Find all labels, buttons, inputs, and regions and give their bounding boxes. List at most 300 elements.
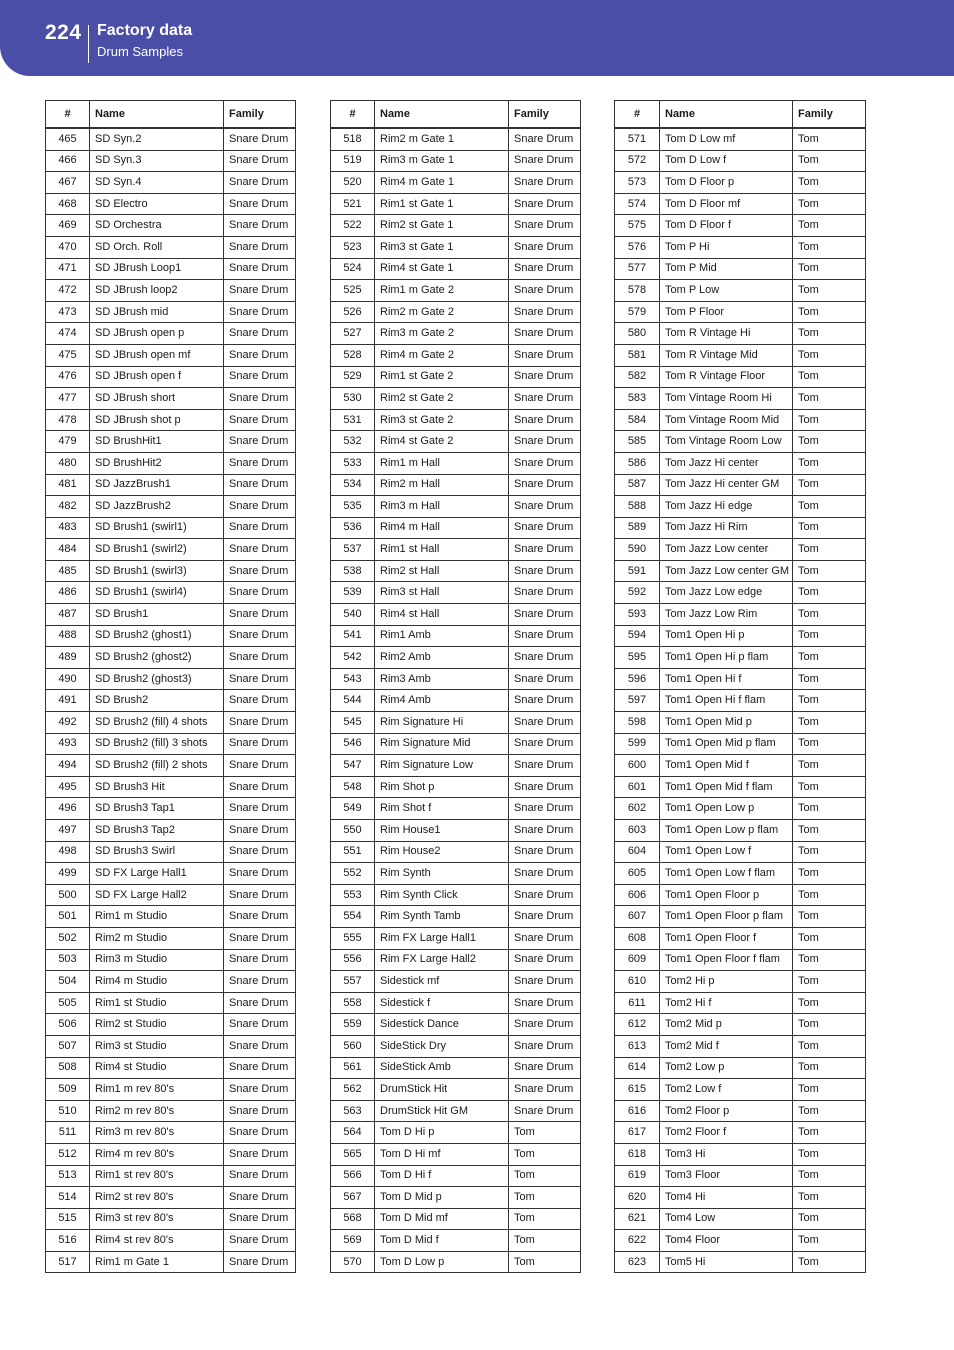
table-row — [331, 193, 581, 215]
table-row — [46, 863, 296, 885]
cell-family: Tom — [793, 992, 866, 1014]
column-header-number: # — [615, 101, 660, 129]
cell-family: Tom — [793, 1079, 866, 1101]
cell-number: 592 — [615, 582, 660, 604]
cell-family: Snare Drum — [509, 431, 581, 453]
cell-name: Tom Jazz Low center — [660, 539, 793, 561]
cell-number: 465 — [46, 128, 90, 150]
cell-number: 528 — [331, 344, 375, 366]
table-row — [615, 1230, 866, 1252]
table-row — [331, 236, 581, 258]
cell-family: Snare Drum — [224, 236, 296, 258]
cell-number: 537 — [331, 539, 375, 561]
cell-name: Rim2 st Gate 1 — [375, 215, 509, 237]
cell-name: SD Syn.4 — [90, 172, 224, 194]
table-row — [46, 452, 296, 474]
cell-family: Snare Drum — [509, 992, 581, 1014]
cell-name: Tom Jazz Low Rim — [660, 604, 793, 626]
cell-name: SD JazzBrush2 — [90, 496, 224, 518]
cell-name: Rim2 Amb — [375, 647, 509, 669]
table-row — [46, 172, 296, 194]
table-row — [46, 949, 296, 971]
cell-family: Snare Drum — [224, 906, 296, 928]
cell-number: 518 — [331, 128, 375, 150]
table-row — [615, 1208, 866, 1230]
cell-number: 493 — [46, 733, 90, 755]
table-row — [46, 301, 296, 323]
cell-family: Tom — [509, 1143, 581, 1165]
cell-name: Tom Jazz Low center GM — [660, 560, 793, 582]
cell-family: Snare Drum — [509, 625, 581, 647]
cell-number: 599 — [615, 733, 660, 755]
cell-name: Tom D Mid mf — [375, 1208, 509, 1230]
table-row — [46, 236, 296, 258]
table-row — [615, 172, 866, 194]
cell-family: Tom — [793, 474, 866, 496]
table-row — [331, 1143, 581, 1165]
cell-family: Snare Drum — [509, 301, 581, 323]
cell-family: Snare Drum — [224, 733, 296, 755]
cell-number: 473 — [46, 301, 90, 323]
cell-family: Tom — [793, 906, 866, 928]
cell-number: 551 — [331, 841, 375, 863]
cell-number: 618 — [615, 1143, 660, 1165]
cell-number: 587 — [615, 474, 660, 496]
cell-family: Snare Drum — [224, 560, 296, 582]
cell-name: Rim House2 — [375, 841, 509, 863]
cell-number: 581 — [615, 344, 660, 366]
table-header-row — [331, 101, 581, 129]
cell-name: Rim Synth Tamb — [375, 906, 509, 928]
cell-family: Snare Drum — [509, 776, 581, 798]
cell-family: Snare Drum — [509, 258, 581, 280]
cell-name: Tom4 Floor — [660, 1230, 793, 1252]
cell-family: Tom — [793, 1187, 866, 1209]
cell-name: Rim FX Large Hall1 — [375, 927, 509, 949]
cell-number: 522 — [331, 215, 375, 237]
cell-number: 507 — [46, 1035, 90, 1057]
cell-family: Tom — [793, 690, 866, 712]
cell-family: Tom — [509, 1187, 581, 1209]
cell-name: Tom P Floor — [660, 301, 793, 323]
column-header-family: Family — [224, 101, 296, 129]
cell-number: 511 — [46, 1122, 90, 1144]
cell-number: 529 — [331, 366, 375, 388]
cell-family: Tom — [793, 496, 866, 518]
cell-name: SD BrushHit1 — [90, 431, 224, 453]
cell-name: SD Brush1 (swirl3) — [90, 560, 224, 582]
cell-name: Tom Vintage Room Mid — [660, 409, 793, 431]
cell-name: SD JBrush loop2 — [90, 280, 224, 302]
table-row — [46, 539, 296, 561]
table-row — [331, 1014, 581, 1036]
cell-number: 534 — [331, 474, 375, 496]
cell-number: 503 — [46, 949, 90, 971]
drum-samples-table-3 — [614, 100, 866, 1273]
column-header-number: # — [331, 101, 375, 129]
cell-name: Tom1 Open Hi f flam — [660, 690, 793, 712]
cell-family: Snare Drum — [224, 1187, 296, 1209]
cell-number: 598 — [615, 712, 660, 734]
table-row — [331, 258, 581, 280]
cell-name: Tom Jazz Hi edge — [660, 496, 793, 518]
cell-name: Rim3 st Gate 2 — [375, 409, 509, 431]
cell-name: SD Brush2 (ghost2) — [90, 647, 224, 669]
table-row — [331, 625, 581, 647]
column-header-family: Family — [793, 101, 866, 129]
table-row — [615, 258, 866, 280]
cell-number: 566 — [331, 1165, 375, 1187]
table-row — [46, 1143, 296, 1165]
cell-family: Tom — [793, 668, 866, 690]
table-row — [615, 474, 866, 496]
cell-family: Snare Drum — [509, 409, 581, 431]
cell-number: 611 — [615, 992, 660, 1014]
cell-family: Tom — [793, 647, 866, 669]
cell-number: 510 — [46, 1100, 90, 1122]
cell-number: 487 — [46, 604, 90, 626]
cell-number: 557 — [331, 971, 375, 993]
cell-number: 549 — [331, 798, 375, 820]
cell-family: Snare Drum — [224, 1035, 296, 1057]
cell-number: 556 — [331, 949, 375, 971]
table-row — [46, 733, 296, 755]
cell-family: Snare Drum — [509, 323, 581, 345]
table-row — [331, 1122, 581, 1144]
cell-family: Snare Drum — [224, 1143, 296, 1165]
table-row — [46, 1165, 296, 1187]
cell-family: Tom — [793, 193, 866, 215]
table-row — [46, 1035, 296, 1057]
cell-family: Snare Drum — [509, 755, 581, 777]
cell-number: 567 — [331, 1187, 375, 1209]
table-row — [615, 1187, 866, 1209]
table-row — [615, 452, 866, 474]
table-row — [331, 1100, 581, 1122]
cell-family: Snare Drum — [224, 776, 296, 798]
cell-number: 573 — [615, 172, 660, 194]
cell-family: Snare Drum — [224, 193, 296, 215]
table-row — [615, 863, 866, 885]
table-row — [615, 1057, 866, 1079]
table-row — [615, 712, 866, 734]
cell-family: Snare Drum — [509, 668, 581, 690]
cell-family: Snare Drum — [224, 215, 296, 237]
cell-name: Sidestick mf — [375, 971, 509, 993]
table-row — [331, 820, 581, 842]
header-divider — [88, 25, 89, 63]
table-row — [331, 172, 581, 194]
cell-family: Snare Drum — [224, 668, 296, 690]
column-header-name: Name — [90, 101, 224, 129]
cell-family: Snare Drum — [509, 712, 581, 734]
table-row — [46, 712, 296, 734]
table-row — [615, 971, 866, 993]
cell-name: Tom1 Open Mid p — [660, 712, 793, 734]
cell-number: 593 — [615, 604, 660, 626]
table-row — [46, 409, 296, 431]
cell-number: 516 — [46, 1230, 90, 1252]
table-row — [46, 582, 296, 604]
cell-name: Rim2 st Studio — [90, 1014, 224, 1036]
cell-number: 535 — [331, 496, 375, 518]
cell-family: Snare Drum — [224, 1057, 296, 1079]
cell-name: Rim House1 — [375, 820, 509, 842]
cell-name: Tom D Floor p — [660, 172, 793, 194]
cell-family: Snare Drum — [224, 884, 296, 906]
cell-family: Snare Drum — [224, 344, 296, 366]
cell-number: 530 — [331, 388, 375, 410]
cell-number: 606 — [615, 884, 660, 906]
cell-number: 596 — [615, 668, 660, 690]
table-row — [46, 150, 296, 172]
table-row — [615, 668, 866, 690]
cell-family: Snare Drum — [509, 1035, 581, 1057]
cell-name: Tom1 Open Hi p — [660, 625, 793, 647]
cell-family: Tom — [793, 366, 866, 388]
cell-name: Tom R Vintage Floor — [660, 366, 793, 388]
cell-number: 536 — [331, 517, 375, 539]
cell-number: 470 — [46, 236, 90, 258]
table-row — [46, 1079, 296, 1101]
table-row — [46, 474, 296, 496]
cell-family: Snare Drum — [224, 150, 296, 172]
cell-family: Tom — [793, 604, 866, 626]
cell-number: 508 — [46, 1057, 90, 1079]
cell-family: Tom — [793, 388, 866, 410]
table-row — [331, 1079, 581, 1101]
cell-name: Rim4 st Studio — [90, 1057, 224, 1079]
table-row — [331, 992, 581, 1014]
cell-family: Snare Drum — [509, 733, 581, 755]
cell-name: Rim Signature Hi — [375, 712, 509, 734]
cell-name: Rim2 m rev 80's — [90, 1100, 224, 1122]
cell-family: Snare Drum — [509, 150, 581, 172]
column-header-number: # — [46, 101, 90, 129]
table-row — [615, 755, 866, 777]
cell-number: 517 — [46, 1251, 90, 1273]
cell-name: Rim1 st Hall — [375, 539, 509, 561]
cell-family: Snare Drum — [509, 344, 581, 366]
cell-family: Tom — [793, 1251, 866, 1273]
cell-family: Snare Drum — [224, 1230, 296, 1252]
cell-family: Snare Drum — [509, 1014, 581, 1036]
cell-family: Snare Drum — [224, 1251, 296, 1273]
cell-number: 579 — [615, 301, 660, 323]
cell-name: Rim1 st rev 80's — [90, 1165, 224, 1187]
table-row — [331, 755, 581, 777]
cell-family: Snare Drum — [509, 388, 581, 410]
cell-name: Tom5 Hi — [660, 1251, 793, 1273]
cell-number: 544 — [331, 690, 375, 712]
cell-family: Tom — [793, 560, 866, 582]
cell-name: Rim1 m Studio — [90, 906, 224, 928]
table-row — [331, 733, 581, 755]
cell-family: Tom — [793, 582, 866, 604]
table-row — [615, 366, 866, 388]
cell-name: Rim3 m rev 80's — [90, 1122, 224, 1144]
table-row — [46, 820, 296, 842]
cell-number: 622 — [615, 1230, 660, 1252]
cell-number: 570 — [331, 1251, 375, 1273]
cell-family: Tom — [793, 539, 866, 561]
table-row — [615, 496, 866, 518]
cell-number: 607 — [615, 906, 660, 928]
cell-number: 559 — [331, 1014, 375, 1036]
cell-family: Snare Drum — [224, 1100, 296, 1122]
cell-family: Snare Drum — [224, 992, 296, 1014]
table-row — [615, 690, 866, 712]
table-row — [615, 128, 866, 150]
cell-family: Tom — [793, 452, 866, 474]
cell-family: Tom — [793, 971, 866, 993]
cell-name: Rim4 st Gate 1 — [375, 258, 509, 280]
cell-family: Tom — [793, 409, 866, 431]
table-row — [331, 150, 581, 172]
cell-family: Snare Drum — [509, 647, 581, 669]
cell-name: Rim4 st Hall — [375, 604, 509, 626]
table-row — [331, 1208, 581, 1230]
cell-number: 496 — [46, 798, 90, 820]
cell-number: 575 — [615, 215, 660, 237]
cell-name: Rim2 m Gate 2 — [375, 301, 509, 323]
cell-family: Tom — [509, 1208, 581, 1230]
cell-family: Snare Drum — [224, 366, 296, 388]
cell-family: Snare Drum — [224, 604, 296, 626]
cell-name: Tom2 Hi p — [660, 971, 793, 993]
cell-family: Snare Drum — [224, 690, 296, 712]
cell-family: Snare Drum — [224, 1165, 296, 1187]
cell-name: Tom Vintage Room Low — [660, 431, 793, 453]
cell-number: 543 — [331, 668, 375, 690]
cell-name: Tom1 Open Floor f — [660, 927, 793, 949]
table-row — [331, 409, 581, 431]
column-header-family: Family — [509, 101, 581, 129]
cell-name: Rim1 st Gate 1 — [375, 193, 509, 215]
cell-name: Rim Shot f — [375, 798, 509, 820]
cell-number: 533 — [331, 452, 375, 474]
cell-family: Snare Drum — [224, 841, 296, 863]
cell-number: 600 — [615, 755, 660, 777]
cell-number: 512 — [46, 1143, 90, 1165]
cell-number: 621 — [615, 1208, 660, 1230]
table-row — [46, 690, 296, 712]
cell-name: Tom P Hi — [660, 236, 793, 258]
cell-number: 486 — [46, 582, 90, 604]
table-row — [331, 431, 581, 453]
cell-number: 524 — [331, 258, 375, 280]
cell-number: 546 — [331, 733, 375, 755]
cell-number: 541 — [331, 625, 375, 647]
cell-name: Tom D Low p — [375, 1251, 509, 1273]
table-row — [615, 927, 866, 949]
cell-name: Tom Jazz Hi center — [660, 452, 793, 474]
cell-number: 572 — [615, 150, 660, 172]
page-subtitle: Drum Samples — [97, 44, 183, 59]
cell-family: Tom — [793, 733, 866, 755]
table-row — [46, 1122, 296, 1144]
cell-number: 506 — [46, 1014, 90, 1036]
table-row — [615, 323, 866, 345]
cell-number: 590 — [615, 539, 660, 561]
table-row — [46, 366, 296, 388]
page-title: Factory data — [97, 22, 193, 39]
cell-family: Tom — [793, 1122, 866, 1144]
cell-number: 545 — [331, 712, 375, 734]
cell-name: Tom1 Open Mid f — [660, 755, 793, 777]
cell-number: 521 — [331, 193, 375, 215]
cell-number: 560 — [331, 1035, 375, 1057]
table-row — [46, 798, 296, 820]
cell-family: Snare Drum — [224, 927, 296, 949]
table-row — [331, 280, 581, 302]
table-row — [46, 1100, 296, 1122]
cell-number: 568 — [331, 1208, 375, 1230]
cell-number: 594 — [615, 625, 660, 647]
cell-number: 505 — [46, 992, 90, 1014]
cell-name: Tom D Low f — [660, 150, 793, 172]
cell-name: Rim2 m Hall — [375, 474, 509, 496]
cell-number: 472 — [46, 280, 90, 302]
table-row — [615, 1079, 866, 1101]
cell-number: 467 — [46, 172, 90, 194]
cell-family: Tom — [793, 755, 866, 777]
cell-number: 595 — [615, 647, 660, 669]
drum-samples-table-1 — [45, 100, 296, 1273]
cell-family: Snare Drum — [224, 172, 296, 194]
table-row — [46, 560, 296, 582]
table-row — [331, 388, 581, 410]
cell-number: 481 — [46, 474, 90, 496]
cell-family: Snare Drum — [509, 560, 581, 582]
cell-number: 554 — [331, 906, 375, 928]
cell-family: Snare Drum — [224, 863, 296, 885]
cell-number: 578 — [615, 280, 660, 302]
cell-name: SD Brush1 (swirl4) — [90, 582, 224, 604]
table-row — [331, 128, 581, 150]
cell-name: Rim4 m Gate 1 — [375, 172, 509, 194]
cell-number: 562 — [331, 1079, 375, 1101]
cell-name: Tom1 Open Mid p flam — [660, 733, 793, 755]
table-row — [331, 841, 581, 863]
table-row — [615, 798, 866, 820]
table-row — [331, 971, 581, 993]
cell-name: Rim1 m rev 80's — [90, 1079, 224, 1101]
cell-family: Snare Drum — [224, 474, 296, 496]
cell-family: Snare Drum — [224, 712, 296, 734]
cell-family: Snare Drum — [509, 215, 581, 237]
cell-name: SD Electro — [90, 193, 224, 215]
cell-family: Tom — [793, 431, 866, 453]
cell-name: Rim4 m Hall — [375, 517, 509, 539]
cell-number: 612 — [615, 1014, 660, 1036]
cell-number: 513 — [46, 1165, 90, 1187]
cell-family: Tom — [793, 323, 866, 345]
page-number: 224 — [45, 21, 82, 44]
table-row — [331, 798, 581, 820]
cell-name: Sidestick f — [375, 992, 509, 1014]
cell-name: Rim1 Amb — [375, 625, 509, 647]
table-row — [46, 1230, 296, 1252]
cell-number: 571 — [615, 128, 660, 150]
cell-family: Snare Drum — [509, 949, 581, 971]
cell-number: 501 — [46, 906, 90, 928]
cell-number: 574 — [615, 193, 660, 215]
cell-family: Snare Drum — [224, 625, 296, 647]
cell-family: Snare Drum — [224, 301, 296, 323]
column-header-name: Name — [375, 101, 509, 129]
cell-family: Snare Drum — [224, 1208, 296, 1230]
